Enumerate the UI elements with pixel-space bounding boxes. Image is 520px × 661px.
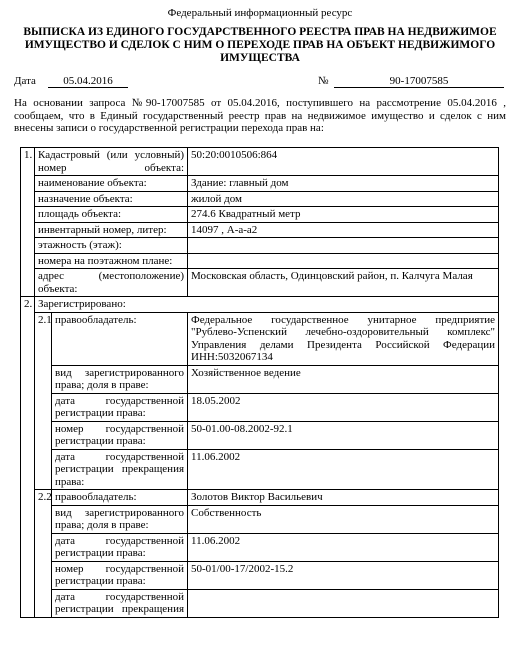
section-title: Зарегистрировано:	[35, 297, 499, 313]
row-value	[188, 589, 499, 617]
row-value: 14097 , А-а-а2	[188, 222, 499, 238]
row-value: Московская область, Одинцовский район, п. Калчуга Малая	[188, 269, 499, 297]
holder-label: правообладатель:	[52, 490, 188, 506]
section-number: 2.	[21, 297, 35, 618]
table-row	[21, 561, 499, 589]
registry-table	[20, 147, 499, 618]
row-label: назначение объекта:	[35, 191, 188, 207]
row-label: Кадастровый (или условный) номер объекта:	[35, 148, 188, 176]
row-label: вид зарегистрированного права; доля в праве:	[52, 505, 188, 533]
table-row	[21, 589, 499, 617]
row-label: дата государственной регистрации прекращения	[52, 589, 188, 617]
row-label: инвентарный номер, литер:	[35, 222, 188, 238]
table-row	[21, 148, 499, 176]
entry-number: 2.1	[35, 312, 52, 490]
row-label: номера на поэтажном плане:	[35, 253, 188, 269]
row-label: этажность (этаж):	[35, 238, 188, 254]
date-value: 05.04.2016	[48, 75, 128, 88]
table-row	[21, 191, 499, 207]
row-value: Здание: главный дом	[188, 176, 499, 192]
table-row	[21, 207, 499, 223]
section-number: 1.	[21, 148, 35, 297]
table-row	[21, 253, 499, 269]
intro-paragraph: На основании запроса №90-17007585 от 05.04.2016, поступившего на рассмотрение 05.04.2016 , сообщаем, что в Единый государственный реестр прав на недвижимое имущество и сделок с ним внесены записи о государственной регистрации перехода прав на:	[14, 97, 506, 134]
row-label: адрес (местоположение) объекта:	[35, 269, 188, 297]
row-value: Собственность	[188, 505, 499, 533]
table-row	[21, 449, 499, 490]
row-label: номер государственной регистрации права:	[52, 421, 188, 449]
row-value	[188, 253, 499, 269]
row-value	[188, 238, 499, 254]
document-title: ВЫПИСКА ИЗ ЕДИНОГО ГОСУДАРСТВЕННОГО РЕЕСТРА ПРАВ НА НЕДВИЖИМОЕ ИМУЩЕСТВО И СДЕЛОК С НИМ О ПЕРЕХОДЕ ПРАВ НА ОБЪЕКТ НЕДВИЖИМОГО ИМУЩЕСТВА	[23, 26, 497, 64]
table-row	[21, 421, 499, 449]
holder-value: Федеральное государственное унитарное предприятие "Рублево-Успенский лечебно-оздоровительный комплекс" Управления делами Президента Российской Федерации ИНН:5032067134	[188, 312, 499, 365]
row-value: 50:20:0010506:864	[188, 148, 499, 176]
row-value: Хозяйственное ведение	[188, 365, 499, 393]
row-label: наименование объекта:	[35, 176, 188, 192]
date-label: Дата	[14, 75, 36, 87]
table-row	[21, 312, 499, 365]
resource-header: Федеральный информационный ресурс	[167, 7, 353, 19]
date-number-line	[14, 75, 506, 89]
table-row	[21, 297, 499, 313]
table-row	[21, 238, 499, 254]
table-row	[21, 365, 499, 393]
table-row	[21, 269, 499, 297]
table-row	[21, 222, 499, 238]
row-value: 274.6 Квадратный метр	[188, 207, 499, 223]
row-label: номер государственной регистрации права:	[52, 561, 188, 589]
row-value: 11.06.2002	[188, 533, 499, 561]
row-value: жилой дом	[188, 191, 499, 207]
row-label: дата государственной регистрации права:	[52, 393, 188, 421]
number-value: 90-17007585	[334, 75, 504, 88]
row-value: 50-01.00-08.2002-92.1	[188, 421, 499, 449]
entry-number: 2.2	[35, 490, 52, 618]
holder-label: правообладатель:	[52, 312, 188, 365]
row-label: вид зарегистрированного права; доля в праве:	[52, 365, 188, 393]
table-row	[21, 393, 499, 421]
table-row	[21, 176, 499, 192]
row-label: площадь объекта:	[35, 207, 188, 223]
table-row	[21, 505, 499, 533]
table-row	[21, 533, 499, 561]
holder-value: Золотов Виктор Васильевич	[188, 490, 499, 506]
row-label: дата государственной регистрации права:	[52, 533, 188, 561]
row-label: дата государственной регистрации прекращения права:	[52, 449, 188, 490]
row-value: 18.05.2002	[188, 393, 499, 421]
row-value: 11.06.2002	[188, 449, 499, 490]
row-value: 50-01/00-17/2002-15.2	[188, 561, 499, 589]
number-label: №	[318, 75, 329, 87]
table-row	[21, 490, 499, 506]
